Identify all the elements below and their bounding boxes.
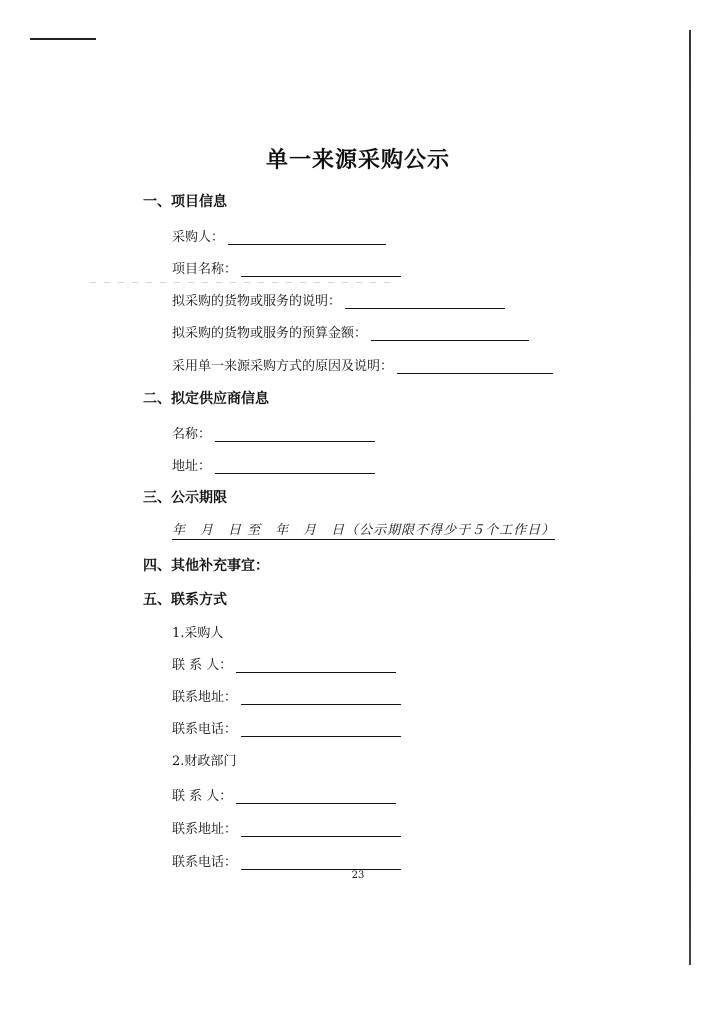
project-name-row <box>172 258 401 277</box>
budget-label: 拟采购的货物或服务的预算金额： <box>172 326 368 341</box>
finance-contact-address-blank[interactable] <box>241 822 401 837</box>
project-name-label: 项目名称： <box>172 262 238 277</box>
reason-blank[interactable] <box>397 359 553 374</box>
finance-contact-address-label: 联系地址： <box>172 822 238 837</box>
scan-mark <box>30 38 96 40</box>
purchaser-contact-phone-label: 联系电话： <box>172 722 238 737</box>
budget-blank[interactable] <box>371 326 529 341</box>
purchaser-contact-address-label: 联系地址： <box>172 690 238 705</box>
purchaser-contact-person-row <box>172 654 396 673</box>
section-supplier-info-heading: 二、拟定供应商信息 <box>143 391 269 407</box>
finance-contact-phone-blank[interactable] <box>241 855 401 870</box>
purchaser-contact-subheading: 1.采购人 <box>172 626 224 641</box>
scan-artifact-line <box>90 282 390 283</box>
finance-contact-address-row <box>172 818 401 837</box>
page-number: 23 <box>351 870 365 881</box>
purchaser-label: 采购人： <box>172 230 225 245</box>
purchaser-blank[interactable] <box>228 230 386 245</box>
finance-contact-phone-label: 联系电话： <box>172 855 238 870</box>
finance-contact-person-label: 联 系 人： <box>172 789 233 804</box>
supplier-address-label: 地址： <box>172 459 212 474</box>
purchaser-contact-phone-blank[interactable] <box>241 722 401 737</box>
purchaser-contact-person-label: 联 系 人： <box>172 658 233 673</box>
purchaser-contact-address-blank[interactable] <box>241 690 401 705</box>
supplier-name-label: 名称： <box>172 427 212 442</box>
goods-description-label: 拟采购的货物或服务的说明： <box>172 294 342 309</box>
purchaser-contact-person-blank[interactable] <box>236 658 396 673</box>
project-name-blank[interactable] <box>241 262 401 277</box>
purchaser-contact-address-row <box>172 686 401 705</box>
document-title: 单一来源采购公示 <box>265 147 450 173</box>
supplier-name-blank[interactable] <box>215 427 375 442</box>
finance-contact-person-blank[interactable] <box>236 789 396 804</box>
goods-description-row <box>172 290 505 309</box>
notice-period-text[interactable]: 年 月 日 至 年 月 日（公示期限不得少于５个工作日） <box>172 519 555 540</box>
finance-contact-phone-row <box>172 851 401 870</box>
supplier-address-row <box>172 455 375 474</box>
finance-contact-person-row <box>172 785 396 804</box>
purchaser-row <box>172 226 386 245</box>
goods-description-blank[interactable] <box>345 294 505 309</box>
section-other-matters-heading: 四、其他补充事宜： <box>143 558 269 574</box>
reason-label: 采用单一来源采购方式的原因及说明： <box>172 359 394 374</box>
purchaser-contact-phone-row <box>172 718 401 737</box>
section-project-info-heading: 一、项目信息 <box>143 194 227 210</box>
budget-row <box>172 322 529 341</box>
section-notice-period-heading: 三、公示期限 <box>143 490 227 506</box>
section-contact-heading: 五、联系方式 <box>143 592 227 608</box>
supplier-address-blank[interactable] <box>215 459 375 474</box>
reason-row <box>172 355 553 374</box>
supplier-name-row <box>172 423 375 442</box>
finance-dept-subheading: 2.财政部门 <box>172 754 237 769</box>
